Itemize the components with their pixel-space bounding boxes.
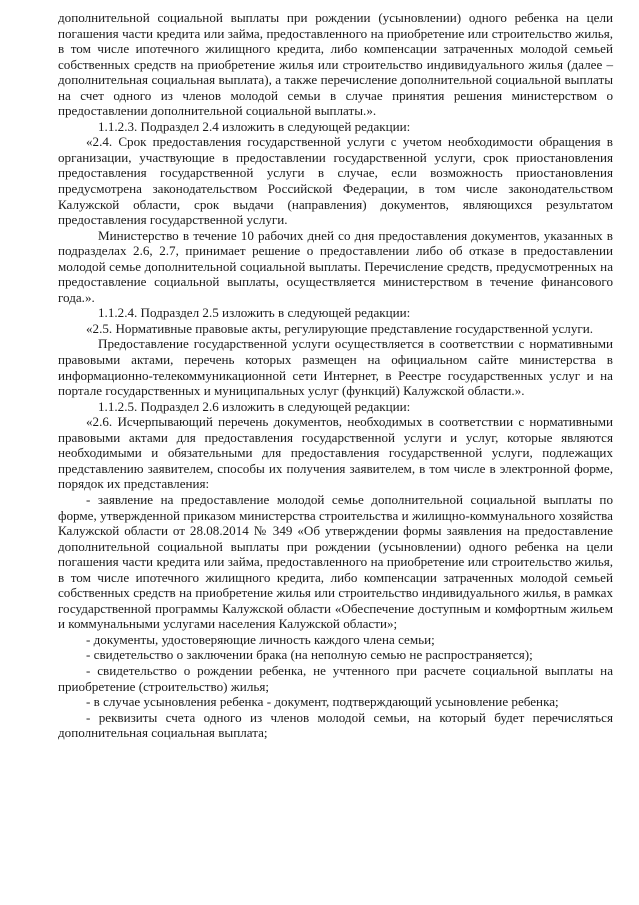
list-item-birth-certificate: - свидетельство о рождении ребенка, не учтенного при расчете социальной выплаты на приобретение (строительство) жилья; [58,662,613,694]
heading-1-1-2-3: 1.1.2.3. Подраздел 2.4 изложить в следующей редакции: [98,118,411,134]
paragraph-2-6: «2.6. Исчерпывающий перечень документов, необходимых в соответствии с нормативными правовыми актами для предоставления государственной услуги и услуг, которые являются необходимыми и обязательными для предоставления государственной услуги, подлежащих представлению заявителем, способы их получения заявителем, в том числе в электронной форме, порядок их представления: [58,414,613,492]
paragraph-2-5: «2.5. Нормативные правовые акты, регулирующие представление государственной услуги. [86,320,594,336]
paragraph-ministry-term: Министерство в течение 10 рабочих дней со дня предоставления документов, указанных в подразделах 2.6, 2.7, принимает решение о предоставлении либо об отказе в предоставлении молодой семье дополнительной социальной выплаты. Перечисление средств, предусмотренных на предоставление социальной выплаты, осуществляется министерством в течение финансового года.». [58,227,613,305]
list-item-application: - заявление на предоставление молодой семье дополнительной социальной выплаты по форме, утвержденной приказом министерства строительства и жилищно-коммунального хозяйства Калужской области от 28.08.2014 № 349 «Об утверждении формы заявления на предоставление дополнительной социальной выплаты при рождении (усыновлении) одного ребенка на цели погашения части кредита или займа, предоставленного на приобретение или строительство жилья, в том числе ипотечного жилищного кредита, либо компенсации затраченных молодой семьей собственных средств на приобретение жилья или строительство индивидуального жилья, в рамках государственной программы Калужской области «Обеспечение доступным и комфортным жильем и коммунальными услугами населения Калужской области»; [58,491,613,632]
list-item-marriage-certificate: - свидетельство о заключении брака (на неполную семью не распространяется); [86,647,533,663]
paragraph-service-provision: Предоставление государственной услуги осуществляется в соответствии с нормативными правовыми актами, перечень которых размещен на официальном сайте министерства в информационно-телекоммуникационной сети Интернет, в Реестре государственных услуг и на портале государственных и муниципальных услуг (функций) Калужской области.». [58,336,613,399]
heading-1-1-2-5: 1.1.2.5. Подраздел 2.6 изложить в следующей редакции: [98,398,411,414]
heading-1-1-2-4: 1.1.2.4. Подраздел 2.5 изложить в следующей редакции: [98,305,411,321]
paragraph-continuation: дополнительной социальной выплаты при рождении (усыновлении) одного ребенка на цели погашения части кредита или займа, предоставленного на приобретение или строительство жилья, в том числе ипотечного жилищного кредита, либо компенсации затраченных молодой семьей собственных средств на приобретение жилья или строительство индивидуального жилья (далее – дополнительная социальная выплата), а также перечисление дополнительной социальной выплаты на счет одного из членов молодой семьи в случае принятия решения министерством о предоставлении дополнительной социальной выплаты.». [58,10,613,119]
list-item-account-details: - реквизиты счета одного из членов молодой семьи, на который будет перечисляться дополнительная социальная выплата; [58,709,613,741]
list-item-adoption-document: - в случае усыновления ребенка - документ, подтверждающий усыновление ребенка; [86,694,559,710]
list-item-identity-documents: - документы, удостоверяющие личность каждого члена семьи; [86,631,435,647]
paragraph-2-4: «2.4. Срок предоставления государственной услуги с учетом необходимости обращения в организации, участвующие в предоставлении государственной услуги, срок приостановления предоставления государственной услуги в случае, если возможность приостановления предусмотрена законодательством Российской Федерации, в том числе законодательством Калужской области, срок выдачи (направления) документов, являющихся результатом предоставления государственной услуги. [58,134,613,228]
